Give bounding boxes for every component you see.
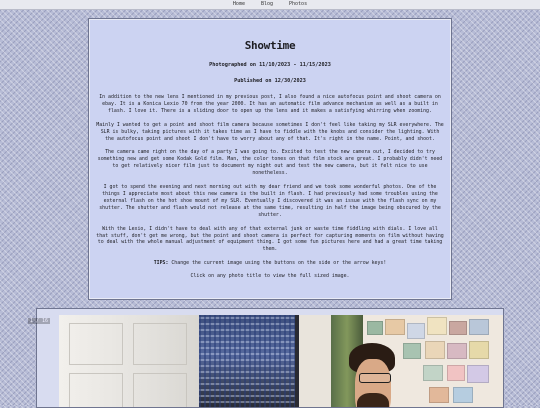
click-note: Click on any photo title to view the full sized image.: [190, 273, 350, 280]
door-panel: [69, 323, 123, 365]
post-paragraph: Mainly I wanted to get a point and shoot film camera because sometimes I don't feel like taking my SLR everywhere. The SLR is bulky, taking pictures with it takes time as I have to fiddle with the knobs and consider the lighting. With the autofocus point and shoot I don't have to worry about any of that. It's right in the name. Point, and shoot.: [96, 121, 444, 142]
door-panel: [69, 373, 123, 408]
published-date: Published on 12/30/2023: [234, 78, 306, 84]
image-counter: 1 / 16: [30, 318, 49, 324]
gallery-photo[interactable]: [59, 315, 503, 408]
wall-card: [453, 387, 473, 403]
post-title: Showtime: [244, 39, 296, 52]
nav-link-photos[interactable]: Photos: [289, 1, 308, 7]
door-panel: [133, 323, 187, 365]
wall-card: [403, 343, 421, 359]
post-body: [96, 94, 444, 280]
nav-link-home[interactable]: Home: [232, 1, 245, 7]
wall-card: [469, 319, 489, 335]
photo-gallery: [36, 308, 504, 408]
post-paragraph: In addition to the new lens I mentioned in my previous post, I also found a nice autofocus point and shoot camera on ebay. It is a Konica Lexio 70 from the year 2000. It has an automatic film advance mechanism as well as a built in flash. I love it. There is a sliding door to open up the lens and it makes a satisfying whirring when zooming.: [99, 94, 441, 114]
wall-card: [423, 365, 443, 381]
wall-card: [407, 323, 425, 339]
top-nav: [0, 0, 540, 10]
wall-card: [447, 343, 467, 359]
post-paragraph: The camera came right on the day of a party I was going to. Excited to test the new camera out, I decided to try something new and get some Kodak Gold film. Man, the color tones on that film stock are great. I probably didn't need to get relatively nicer film just to document my night out and test the new camera, but it felt nice to use nonetheless.: [97, 149, 443, 177]
post-paragraph: With the Lexio, I didn't have to deal with any of that external junk or waste time fiddling with dials. I love all that stuff, don't get me wrong, but the point and shoot camera is perfect for capturing moments on film without having to deal with the whole manual adjustment of equipment thing. I got some fun pictures here and had a great time taking them.: [96, 225, 444, 253]
wall-card: [447, 365, 465, 381]
photographed-date: Photographed on 11/10/2023 - 11/15/2023: [209, 62, 331, 68]
person-glasses: [359, 373, 391, 383]
wall-card: [385, 319, 405, 335]
wall-card: [469, 341, 489, 359]
tips-text: Change the current image using the buttons on the side or the arrow keys!: [168, 260, 387, 267]
wall-card: [449, 321, 467, 335]
photo-door: [59, 315, 201, 408]
tips-label: TIPS:: [153, 260, 169, 267]
photo-clothes: [199, 315, 295, 408]
wall-card: [427, 317, 447, 335]
tips-note: [96, 260, 444, 266]
nav-link-blog[interactable]: Blog: [260, 1, 274, 7]
wall-card: [425, 341, 445, 359]
wall-card: [467, 365, 489, 383]
post-card: [88, 18, 452, 300]
person-beard: [357, 393, 389, 408]
wall-card: [429, 387, 449, 403]
door-panel: [133, 373, 187, 408]
post-paragraph: I got to spend the evening and next morning out with my dear friend and we took some wonderful photos. One of the things I appreciate most about this new camera is the built in flash. I had previously had some troubles using the external flash on the hot shoe mount of my SLR. Eventually I discovered it was an issue with the flash sync on my shutter. The shutter and flash would not release at the same time, resulting in half the image being obscured by the shutter.: [99, 184, 441, 218]
wall-card: [367, 321, 383, 335]
